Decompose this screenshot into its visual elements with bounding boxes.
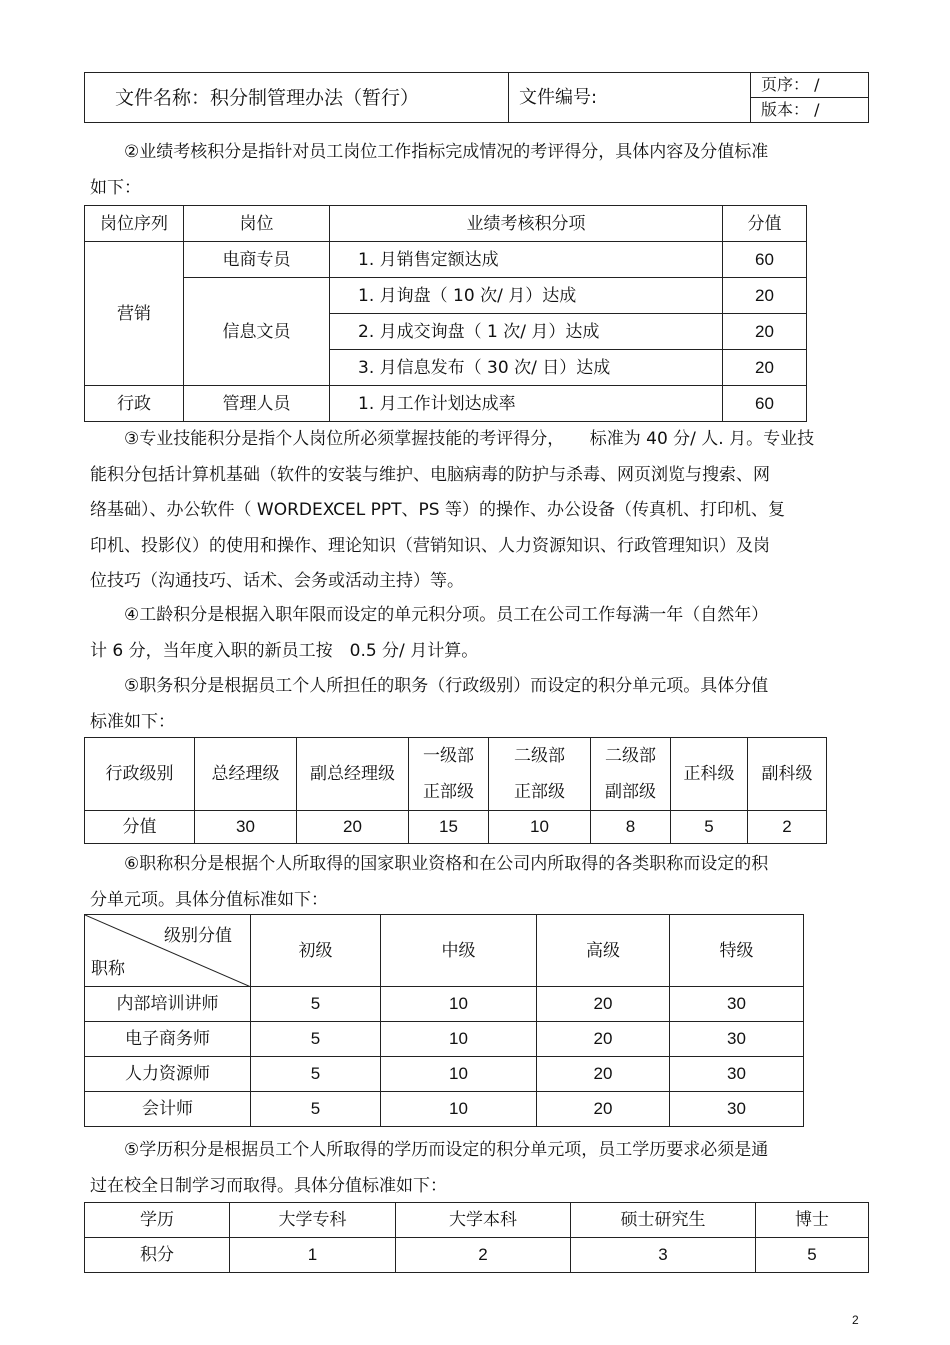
score-cell: 5 [251, 1022, 381, 1057]
group-cell: 营销 [85, 242, 184, 386]
duty-level-table [84, 737, 827, 844]
row-header: 行政级别 [85, 738, 195, 811]
score-cell: 5 [251, 1057, 381, 1092]
text-line: ⑤职务积分是根据员工个人所担任的职务（行政级别）而设定的积分单元项。具体分值 [124, 676, 769, 696]
level-cell [409, 738, 489, 811]
table-header: 初级 [251, 915, 381, 987]
text-line: 计 6 分，当年度入职的新员工按 0.5 分/ 月计算。 [90, 640, 479, 661]
level-line: 副部级 [605, 782, 656, 802]
text-line: 位技巧（沟通技巧、话术、会务或活动主持）等。 [90, 571, 464, 591]
score-cell: 30 [670, 1057, 804, 1092]
text-line: ⑥职称积分是根据个人所取得的国家职业资格和在公司内所取得的各类职称而设定的积 [124, 854, 769, 874]
performance-table [84, 205, 807, 422]
file-name: 文件名称：积分制管理办法（暂行） [85, 73, 509, 123]
corner-top-label: 级别分值 [164, 926, 232, 946]
text-line: 过在校全日制学习而取得。具体分值标准如下： [90, 1175, 447, 1196]
score-cell: 20 [723, 278, 807, 314]
text-line: ④工龄积分是根据入职年限而设定的单元积分项。员工在公司工作每满一年（自然年） [124, 605, 769, 625]
row-header: 积分 [85, 1238, 230, 1273]
table-header: 岗位序列 [85, 206, 184, 242]
table-header: 大学专科 [230, 1203, 396, 1238]
title-name-cell: 人力资源师 [85, 1057, 251, 1092]
table-header: 硕士研究生 [571, 1203, 756, 1238]
position-cell: 管理人员 [184, 386, 330, 422]
level-cell [671, 738, 748, 811]
paragraph-title [90, 847, 865, 918]
score-cell: 10 [381, 987, 537, 1022]
score-cell: 20 [297, 811, 409, 844]
score-cell: 15 [409, 811, 489, 844]
level-line: 总经理级 [211, 764, 280, 784]
score-cell: 3 [571, 1238, 756, 1273]
table-header: 高级 [537, 915, 670, 987]
score-cell: 20 [537, 1022, 670, 1057]
file-number: 文件编号: [509, 73, 751, 123]
title-name-cell: 会计师 [85, 1092, 251, 1127]
page-number: 2 [852, 1313, 859, 1327]
text-line: 分单元项。具体分值标准如下： [90, 889, 328, 910]
level-cell [748, 738, 827, 811]
level-cell [195, 738, 297, 811]
item-cell: 1. 月询盘（ 10 次/ 月）达成 [330, 278, 723, 314]
score-cell: 10 [381, 1092, 537, 1127]
position-cell: 信息文员 [184, 278, 330, 386]
table-header: 特级 [670, 915, 804, 987]
score-cell: 1 [230, 1238, 396, 1273]
education-table [84, 1202, 869, 1273]
table-header: 岗位 [184, 206, 330, 242]
level-cell [297, 738, 409, 811]
item-cell: 1. 月销售定额达成 [330, 242, 723, 278]
group-cell: 行政 [85, 386, 184, 422]
item-cell: 3. 月信息发布（ 30 次/ 日）达成 [330, 350, 723, 386]
paragraph-performance [90, 135, 865, 206]
level-line: 副总经理级 [310, 764, 395, 784]
score-cell: 20 [723, 350, 807, 386]
score-cell: 20 [537, 1092, 670, 1127]
level-line: 正部级 [423, 782, 474, 802]
text-line: ⑤学历积分是根据员工个人所取得的学历而设定的积分单元项，员工学历要求必须是通 [124, 1140, 769, 1160]
score-cell: 10 [381, 1057, 537, 1092]
text-line: 印机、投影仪）的使用和操作、理论知识（营销知识、人力资源知识、行政管理知识）及岗 [90, 535, 770, 556]
text-line: ②业绩考核积分是指针对员工岗位工作指标完成情况的考评得分，具体内容及分值标准 [124, 142, 769, 162]
diagonal-header-cell [85, 915, 251, 987]
table-header: 学历 [85, 1203, 230, 1238]
score-cell: 30 [195, 811, 297, 844]
score-cell: 10 [489, 811, 591, 844]
title-name-cell: 内部培训讲师 [85, 987, 251, 1022]
level-cell [591, 738, 671, 811]
text-line: 如下： [90, 177, 141, 198]
text-line: 标准如下： [90, 711, 175, 732]
score-cell: 5 [756, 1238, 869, 1273]
text-line: ③专业技能积分是指个人岗位所必须掌握技能的考评得分， 标准为 40 分/ 人. 月。专业技 [124, 429, 815, 449]
score-cell: 5 [251, 1092, 381, 1127]
title-name-cell: 电子商务师 [85, 1022, 251, 1057]
score-cell: 5 [671, 811, 748, 844]
professional-title-table [84, 914, 804, 1127]
score-cell: 5 [251, 987, 381, 1022]
paragraph-skill [90, 422, 865, 600]
score-cell: 2 [396, 1238, 571, 1273]
document-header [84, 72, 869, 123]
corner-bottom-label: 职称 [91, 959, 125, 979]
text-line: 能积分包括计算机基础（软件的安装与维护、电脑病毒的防护与杀毒、网页浏览与搜索、网 [90, 464, 770, 485]
item-cell: 1. 月工作计划达成率 [330, 386, 723, 422]
score-cell: 20 [723, 314, 807, 350]
score-cell: 30 [670, 987, 804, 1022]
score-cell: 20 [537, 1057, 670, 1092]
score-cell: 30 [670, 1022, 804, 1057]
score-cell: 20 [537, 987, 670, 1022]
paragraph-seniority [90, 598, 865, 669]
level-line: 副科级 [761, 764, 813, 784]
item-cell: 2. 月成交询盘（ 1 次/ 月）达成 [330, 314, 723, 350]
level-cell [489, 738, 591, 811]
score-cell: 30 [670, 1092, 804, 1127]
table-header: 博士 [756, 1203, 869, 1238]
level-line: 一级部 [423, 746, 474, 766]
table-header: 分值 [723, 206, 807, 242]
level-line: 二级部 [514, 746, 565, 766]
paragraph-education [90, 1133, 865, 1204]
version: 版本： / [751, 98, 869, 123]
score-cell: 60 [723, 242, 807, 278]
level-line: 正科级 [683, 764, 735, 784]
level-line: 二级部 [605, 746, 656, 766]
score-cell: 2 [748, 811, 827, 844]
table-header: 业绩考核积分项 [330, 206, 723, 242]
score-cell: 8 [591, 811, 671, 844]
score-cell: 10 [381, 1022, 537, 1057]
row-header: 分值 [85, 811, 195, 844]
paragraph-duty [90, 669, 865, 740]
table-header: 大学本科 [396, 1203, 571, 1238]
level-line: 正部级 [514, 782, 565, 802]
score-cell: 60 [723, 386, 807, 422]
table-header: 中级 [381, 915, 537, 987]
text-line: 络基础）、办公软件（ WORDEXCEL PPT、PS 等）的操作、办公设备（传真机、打印机、复 [90, 500, 785, 520]
position-cell: 电商专员 [184, 242, 330, 278]
page-order: 页序： / [751, 73, 869, 98]
